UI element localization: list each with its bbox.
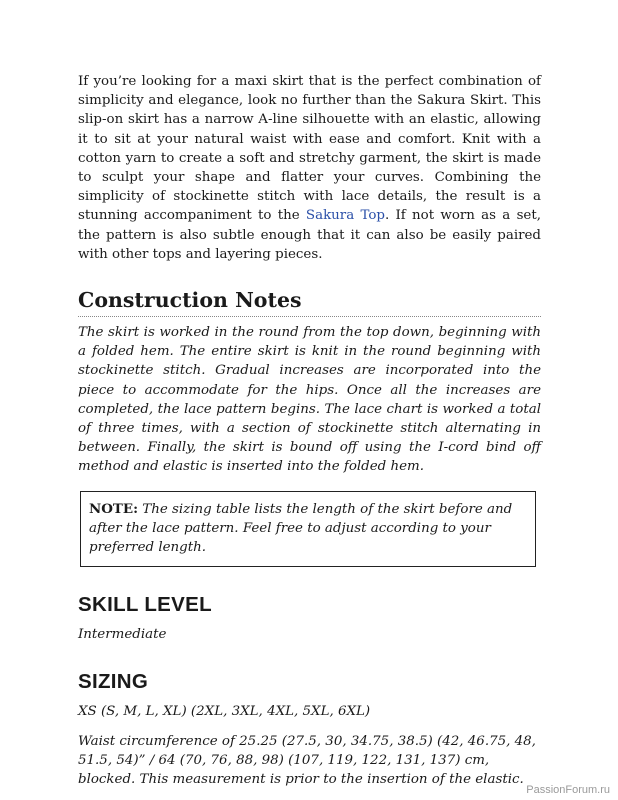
sizing-sizes: XS (S, M, L, XL) (2XL, 3XL, 4XL, 5XL, 6XL) — [78, 704, 371, 720]
watermark: PassionForum.ru — [526, 784, 610, 796]
skill-level-value: Intermediate — [78, 627, 167, 643]
note-box — [80, 491, 536, 568]
note-text: The sizing table lists the length of the skirt before and after the lace pattern. Feel free to adjust according to your preferred length. — [89, 501, 513, 556]
sakura-top-link[interactable]: Sakura Top — [305, 208, 385, 224]
intro-paragraph — [78, 72, 541, 264]
construction-notes-body: The skirt is worked in the round from the top down, beginning with a folded hem. The entire skirt is knit in the round beginning with stockinette stitch. Gradual increases are incorporated into the piece to accommodate for the hips. Once all the increases are completed, the lace pattern begins. The lace chart is worked a total of three times, with a section of stockinette stitch alternating in between. Finally, the skirt is bound off using the I-cord bind off method and elastic is inserted into the folded hem. — [78, 325, 541, 475]
skill-level-heading: SKILL LEVEL — [78, 593, 212, 617]
intro-text-start: If you’re looking for a maxi skirt that is the perfect combination of simplicity and elegance, look no further than the Sakura Skirt. This slip-on skirt has a narrow A-line silhouette with an elastic, allowing it to sit at your natural waist with ease and comfort. Knit with a cotton yarn to create a soft and stretchy garment, the skirt is made to sculpt your shape and flatter your curves. Combining the simplicity of stockinette stitch with lace details, the result is a stunning accompaniment to the — [78, 74, 541, 224]
note-label: NOTE: — [89, 500, 139, 517]
intro-text-end: . If not worn as a set, the pattern is also subtle enough that it can also be easily paired with other tops and layering pieces. — [78, 208, 541, 262]
sizing-waist: Waist circumference of 25.25 (27.5, 30, 34.75, 38.5) (42, 46.75, 48, 51.5, 54)” / 64 (70, 76, 88, 98) (107, 119, 122, 131, 137) cm, blocked. This measurement is prior to the insertion of the elastic. — [78, 733, 536, 788]
document-page — [78, 72, 541, 789]
sizing-heading: SIZING — [78, 670, 149, 694]
construction-notes-heading: Construction Notes — [78, 288, 541, 317]
